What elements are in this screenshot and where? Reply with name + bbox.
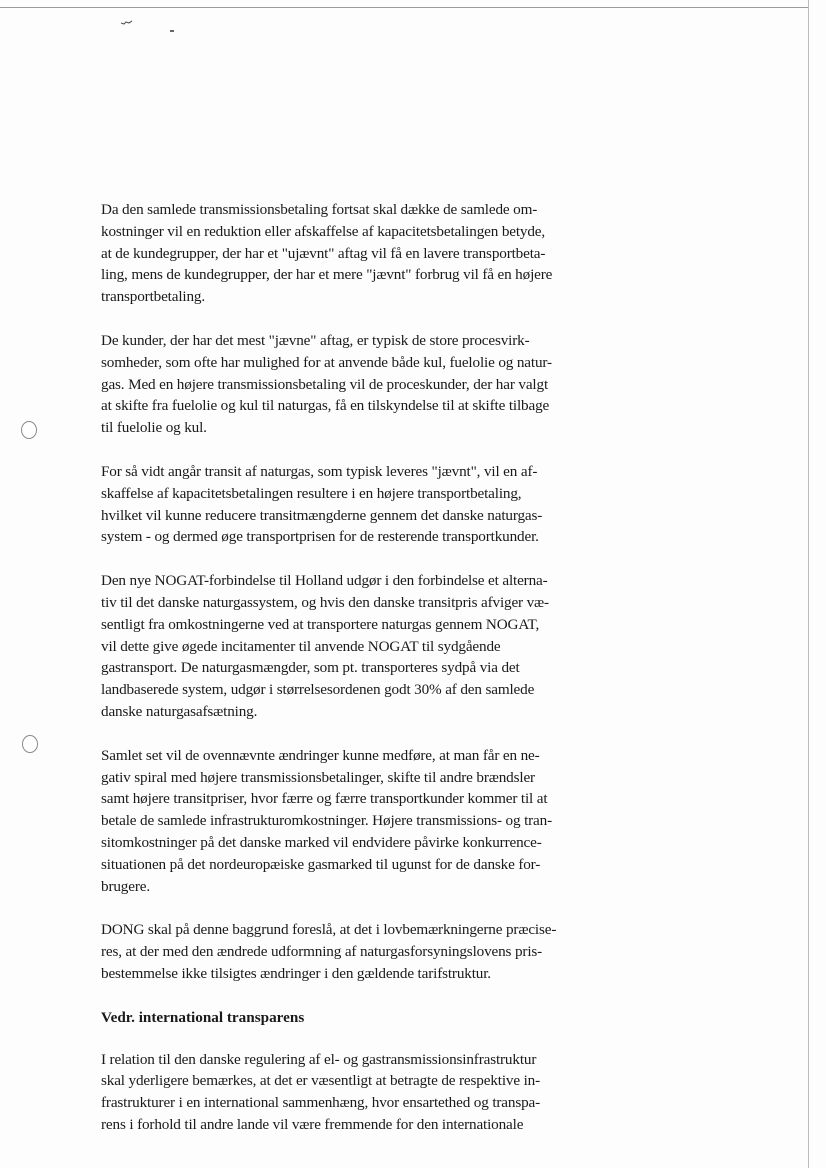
- scan-dot: [170, 30, 174, 32]
- text-line: gastransport. De naturgasmængder, som pt. transporteres sydpå via det: [101, 659, 520, 677]
- paragraph-process-customers: [101, 330, 601, 439]
- text-line: danske naturgasafsætning.: [101, 702, 258, 720]
- text-line: kostninger vil en reduktion eller afskaffelse af kapacitetsbetalingen betyde,: [101, 222, 546, 240]
- text-line: system - og dermed øge transportprisen for de resterende transportkunder.: [101, 528, 539, 546]
- text-line: landbaserede system, udgør i størrelsesordenen godt 30% af den samlede: [101, 681, 535, 699]
- text-line: Samlet set vil de ovennævnte ændringer kunne medføre, at man får en ne-: [101, 746, 540, 764]
- text-line: gativ spiral med højere transmissionsbetalinger, skifte til andre brændsler: [101, 768, 535, 786]
- text-line: skal yderligere bemærkes, at det er væsentligt at betragte de respektive in-: [101, 1072, 541, 1090]
- text-line: rens i forhold til andre lande vil være fremmende for den internationale: [101, 1115, 524, 1133]
- text-line: somheder, som ofte har mulighed for at anvende både kul, fuelolie og natur-: [101, 353, 552, 371]
- text-line: at de kundegrupper, der har et "ujævnt" aftag vil få en lavere transportbeta-: [101, 244, 546, 262]
- text-line: gas. Med en højere transmissionsbetaling vil de proceskunder, der har valgt: [101, 375, 549, 393]
- text-line: Da den samlede transmissionsbetaling fortsat skal dække de samlede om-: [101, 201, 538, 218]
- text-line: I relation til den danske regulering af el- og gastransmissionsinfrastruktur: [101, 1050, 537, 1068]
- text-line: DONG skal på denne baggrund foreslå, at det i lovbemærkningerne præcise-: [101, 921, 557, 939]
- text-line: res, at der med den ændrede udformning af naturgasforsyningslovens pris-: [101, 943, 543, 961]
- text-line: For så vidt angår transit af naturgas, som typisk leveres "jævnt", vil en af-: [101, 462, 538, 480]
- scan-right-edge: [808, 0, 809, 1168]
- paragraph-international-transparency: [101, 1049, 601, 1136]
- text-line: betale de samlede infrastrukturomkostninger. Højere transmissions- og tran-: [101, 812, 553, 830]
- text-line: sitomkostninger på det danske marked vil endvidere påvirke konkurrence-: [101, 833, 542, 851]
- document-body: [101, 199, 601, 1158]
- paragraph-dong-proposal: [101, 919, 601, 984]
- text-line: tiv til det danske naturgassystem, og hvis den danske transitpris afviger væ-: [101, 593, 549, 611]
- text-line: sentligt fra omkostningerne ved at transportere naturgas gennem NOGAT,: [101, 615, 540, 633]
- text-line: brugere.: [101, 877, 150, 895]
- scan-speck: [120, 20, 134, 26]
- paragraph-nogat: [101, 570, 601, 723]
- paragraph-transmission-payment: [101, 199, 601, 308]
- text-line: De kunder, der har det mest "jævne" aftag, er typisk de store procesvirk-: [101, 331, 530, 349]
- text-line: bestemmelse ikke tilsigtes ændringer i den gældende tarifstruktur.: [101, 964, 491, 982]
- scan-top-edge: [0, 7, 808, 8]
- text-line: at skifte fra fuelolie og kul til naturgas, få en tilskyndelse til at skifte tilbage: [101, 397, 550, 415]
- text-line: ling, mens de kundegrupper, der har et mere "jævnt" forbrug vil få en højere: [101, 266, 553, 284]
- text-line: situationen på det nordeuropæiske gasmarked til ugunst for de danske for-: [101, 855, 541, 873]
- punch-hole-upper: [21, 421, 37, 439]
- text-line: skaffelse af kapacitetsbetalingen resultere i en højere transportbetaling,: [101, 484, 522, 502]
- text-line: transportbetaling.: [101, 288, 206, 306]
- punch-hole-lower: [22, 735, 38, 753]
- text-line: vil dette give øgede incitamenter til anvende NOGAT til sydgående: [101, 637, 501, 655]
- text-line: til fuelolie og kul.: [101, 419, 207, 437]
- text-line: hvilket vil kunne reducere transitmængderne gennem det danske naturgas-: [101, 506, 543, 524]
- paragraph-transit: [101, 461, 601, 548]
- text-line: frastrukturer i en international sammenhæng, hvor ensartethed og transpa-: [101, 1094, 541, 1112]
- text-line: samt højere transitpriser, hvor færre og færre transportkunder kommer til at: [101, 790, 548, 808]
- text-line: Den nye NOGAT-forbindelse til Holland udgør i den forbindelse et alterna-: [101, 572, 548, 590]
- paragraph-negative-spiral: [101, 745, 601, 898]
- section-heading: Vedr. international transparens: [101, 1008, 305, 1026]
